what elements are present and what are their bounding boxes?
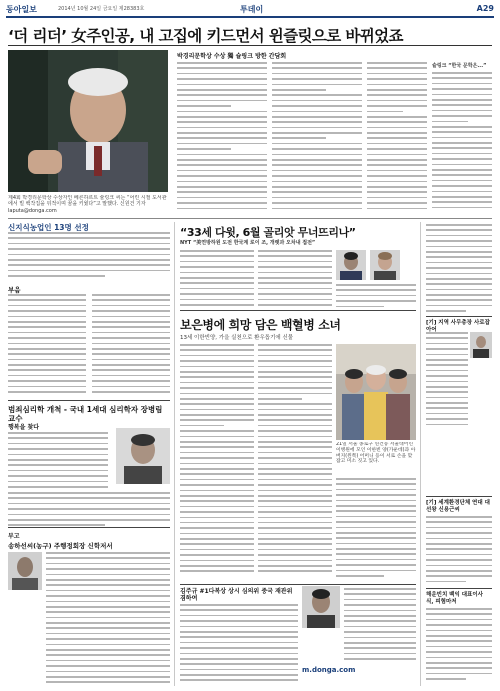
notice-body-col1 [8,294,86,394]
column-vrule-left [174,222,175,686]
section-name: 투데이 [240,5,264,14]
footer-url[interactable]: m.donga.com [302,666,356,674]
right-story1-body [426,332,468,428]
right-story2-heading: [기] 세계환경단체 연대 대선왕 신용근씨 [426,500,490,513]
center-kicker: NYT “美연방하원 도전 한국계 로이 조, 개렛과 오차내 접전” [180,240,316,246]
bottom-story-photo [336,344,416,440]
right-story3-heading: 해운빈치 백익 대표이사 식, 피혐마저 [426,592,483,605]
bottom-body-col2 [258,344,332,580]
right-story1-heading: [기] 지역 사무총장 사로잡아어 [426,320,490,333]
quote-box-heading: 부고 [8,533,20,540]
side-body [180,604,298,686]
quote-box-body [46,552,170,686]
side-heading: 김주규 #1다복상 상시 심의위 중국 재관위 겸하여 [180,588,293,602]
main-headline: ‘더 리더’ 女주인공, 내 고집에 키드먼서 윈즐릿으로 바뀌었죠 [8,27,403,45]
column-body-bottom [8,492,170,528]
center-body-col1 [180,250,254,306]
center-photo-2 [370,250,400,280]
bottom-story-rule [180,310,416,311]
main-story-body-col4 [432,72,492,212]
quote-box-title: 송하선씨(농구) 주행정회장 신학저서 [8,542,113,550]
obituary-photo [8,552,42,590]
main-story-deck: 박경리문학상 수상 獨 슐링크 방한 간담회 [177,53,287,60]
main-story-photo [8,50,168,192]
right-rule-2 [426,496,492,497]
right-rule-1 [426,316,492,317]
right-story2-body [426,516,492,586]
page-number: A29 [476,4,494,13]
newspaper-brand: 동아일보 [6,4,37,14]
side-story-rule [180,584,416,585]
side-body-col2 [344,588,416,664]
center-body-col3 [336,284,416,308]
obit-heading: 신지식농업인 13명 선정 [8,223,89,232]
column-vrule-right [420,222,421,686]
column-divider [8,400,170,401]
right-rule-3 [426,588,492,589]
main-story-body-col3 [367,62,427,212]
pull-quote-kicker: 슐링크 “한국 문학은...” [432,63,487,69]
obit-body [8,232,170,282]
column-heading: 범죄심리학 개척 - 국내 1세대 심리학자 장병림 교수 [8,405,163,423]
bottom-headline: 보은병에 희망 담은 백혈병 소녀 [180,318,341,332]
masthead [6,4,494,18]
section-divider [8,218,492,219]
right-story1-photo [470,332,492,358]
bottom-body-col3 [336,478,416,580]
side-photo [302,586,340,628]
bottom-body-col1 [180,344,254,580]
bottom-deck: 13세 이한빈양, 가을 실천으로 환우돕기에 신물 [180,335,294,341]
column-subheading: 행복을 찾다 [8,424,40,431]
column-body-col1 [8,432,108,492]
notice-body-col2 [92,294,170,394]
center-photo-1 [336,250,366,280]
obit-box-divider [8,527,170,528]
notice-heading: 부음 [8,286,21,294]
center-headline: “33세 다윗, 6월 골리앗 무너뜨리나” [180,226,356,239]
headline-rule [8,45,492,46]
main-story-body-col1 [177,62,267,212]
main-photo-caption: 제4회 박경리문학상 수상자인 베른하르트 슐링크 씨는 “어린 시절 도서관에서 빌 백작집을 뒤적이며 꿈을 키웠다”고 말했다. 신원건 기자 laputa@donga.com [8,195,167,214]
right-top-body [426,224,492,314]
main-story-body-col2 [272,62,362,212]
bottom-photo-caption: 21일 서울 종로구 연건동 서울대어린이병원에 모인 이한빈 양(가운데)과 아버지(왼쪽) 어머니 등이 서로 손을 맞잡고 미소 짓고 있다. [336,442,416,465]
right-story3-body [426,608,492,686]
columnist-photo [116,428,170,484]
center-body-col2 [258,250,332,306]
issue-date: 2014년 10월 24일 금요일 제28383호 [58,6,145,12]
